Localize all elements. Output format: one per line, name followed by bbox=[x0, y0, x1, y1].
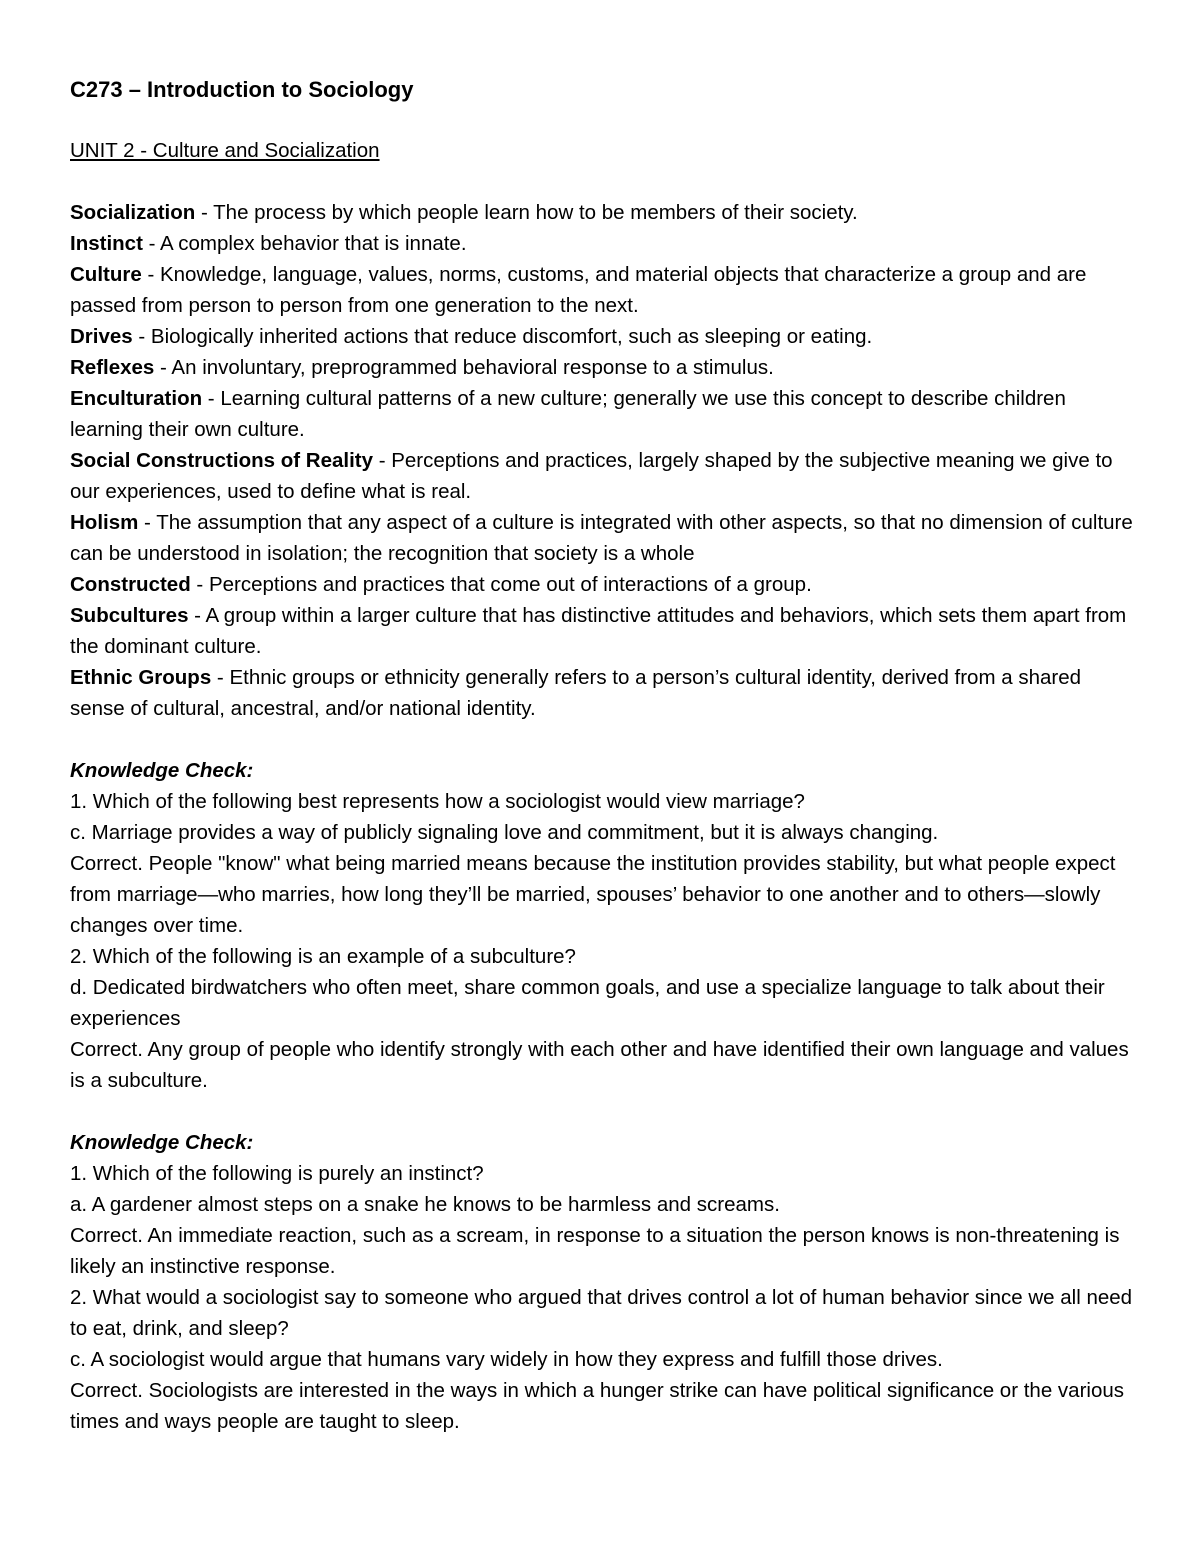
definition-term: Holism bbox=[70, 511, 139, 534]
definition-text: - An involuntary, preprogrammed behavioral response to a stimulus. bbox=[154, 356, 774, 379]
answer-1: a. A gardener almost steps on a snake he knows to be harmless and screams. bbox=[70, 1193, 780, 1216]
definition-item bbox=[70, 569, 1140, 600]
definition-term: Enculturation bbox=[70, 387, 203, 410]
question-1: 1. Which of the following best represents how a sociologist would view marriage? bbox=[70, 790, 805, 813]
definitions-list bbox=[70, 197, 1140, 724]
definition-text: - Perceptions and practices that come out of interactions of a group. bbox=[190, 573, 812, 596]
definition-text: - The assumption that any aspect of a culture is integrated with other aspects, so that no dimension of culture can be understood in isolation; the recognition that society is a whole bbox=[70, 511, 1133, 565]
answer-2: c. A sociologist would argue that humans vary widely in how they express and fulfill those drives. bbox=[70, 1348, 943, 1371]
definition-item bbox=[70, 228, 1140, 259]
definition-item bbox=[70, 662, 1140, 724]
definition-text: - Biologically inherited actions that reduce discomfort, such as sleeping or eating. bbox=[132, 325, 873, 348]
document-title: C273 – Introduction to Sociology bbox=[70, 77, 414, 102]
definition-term: Ethnic Groups bbox=[70, 666, 212, 689]
definition-text: - Learning cultural patterns of a new culture; generally we use this concept to describe children learning their own culture. bbox=[70, 387, 1066, 441]
definition-item bbox=[70, 445, 1140, 507]
definition-term: Drives bbox=[70, 325, 133, 348]
question-2: 2. Which of the following is an example of a subculture? bbox=[70, 945, 576, 968]
question-2: 2. What would a sociologist say to someone who argued that drives control a lot of human behavior since we all need to eat, drink, and sleep? bbox=[70, 1286, 1133, 1340]
definition-term: Reflexes bbox=[70, 356, 155, 379]
unit-heading: UNIT 2 - Culture and Socialization bbox=[70, 139, 380, 162]
definition-text: - A complex behavior that is innate. bbox=[142, 232, 467, 255]
definition-item bbox=[70, 321, 1140, 352]
definition-item bbox=[70, 507, 1140, 569]
definition-item bbox=[70, 352, 1140, 383]
definition-term: Social Constructions of Reality bbox=[70, 449, 373, 472]
explanation-2: Correct. Sociologists are interested in the ways in which a hunger strike can have political significance or the various times and ways people are taught to sleep. bbox=[70, 1379, 1124, 1433]
knowledge-check-1 bbox=[70, 755, 1140, 1096]
explanation-1: Correct. An immediate reaction, such as a scream, in response to a situation the person knows is non-threatening is likely an instinctive response. bbox=[70, 1224, 1120, 1278]
definition-text: - A group within a larger culture that has distinctive attitudes and behaviors, which sets them apart from the dominant culture. bbox=[70, 604, 1127, 658]
answer-2: d. Dedicated birdwatchers who often meet, share common goals, and use a specialize language to talk about their experiences bbox=[70, 976, 1105, 1030]
knowledge-check-2 bbox=[70, 1127, 1140, 1437]
definition-item bbox=[70, 383, 1140, 445]
definition-item bbox=[70, 259, 1140, 321]
explanation-1: Correct. People "know" what being married means because the institution provides stability, but what people expect from marriage—who marries, how long they’ll be married, spouses’ behavior to one another and to others—slowly changes over time. bbox=[70, 852, 1116, 937]
definition-text: - Ethnic groups or ethnicity generally refers to a person’s cultural identity, derived from a shared sense of cultural, ancestral, and/or national identity. bbox=[70, 666, 1082, 720]
definition-text: - The process by which people learn how to be members of their society. bbox=[195, 201, 858, 224]
explanation-2: Correct. Any group of people who identify strongly with each other and have identified their own language and values is a subculture. bbox=[70, 1038, 1129, 1092]
definition-text: - Perceptions and practices, largely shaped by the subjective meaning we give to our experiences, used to define what is real. bbox=[70, 449, 1113, 503]
document-page bbox=[70, 74, 1140, 1437]
definition-item bbox=[70, 197, 1140, 228]
definition-term: Socialization bbox=[70, 201, 196, 224]
definition-term: Constructed bbox=[70, 573, 191, 596]
definition-text: - Knowledge, language, values, norms, customs, and material objects that characterize a group and are passed from person to person from one generation to the next. bbox=[70, 263, 1087, 317]
answer-1: c. Marriage provides a way of publicly signaling love and commitment, but it is always changing. bbox=[70, 821, 939, 844]
knowledge-check-heading: Knowledge Check: bbox=[70, 759, 254, 782]
definition-item bbox=[70, 600, 1140, 662]
definition-term: Instinct bbox=[70, 232, 143, 255]
definition-term: Subcultures bbox=[70, 604, 189, 627]
definition-term: Culture bbox=[70, 263, 142, 286]
knowledge-check-heading: Knowledge Check: bbox=[70, 1131, 254, 1154]
question-1: 1. Which of the following is purely an instinct? bbox=[70, 1162, 484, 1185]
